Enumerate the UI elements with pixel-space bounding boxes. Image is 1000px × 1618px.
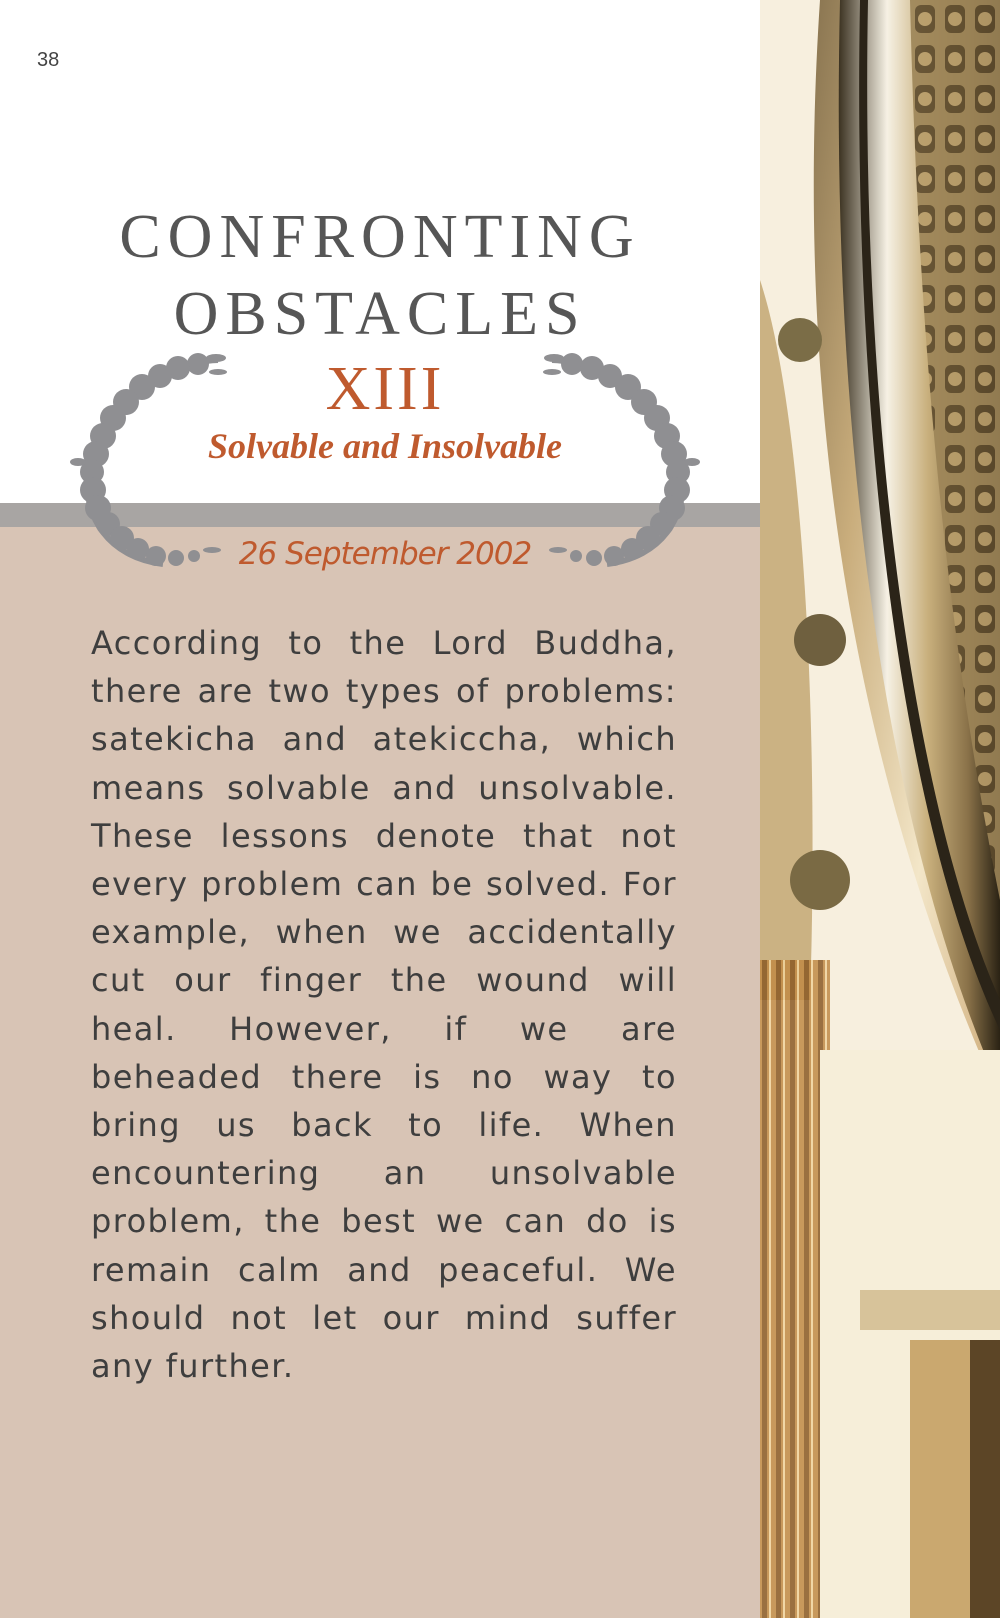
page-title-line1: CONFRONTING [119, 203, 641, 271]
body-paragraph: According to the Lord Buddha, there are two types of problems: satekicha and atekiccha, which means solvable and unsolvable. These lessons denote that not every problem can be solved. For example, when we accidentally cut our finger the wound will heal. However, if we are beheaded there is no way to bring us back to life. When encountering an unsolvable problem, the best we can do is remain calm and peaceful. We should not let our mind suffer any further. [91, 624, 677, 1386]
body-text [91, 619, 677, 1390]
architecture-photo [760, 0, 1000, 1618]
chapter-date: 26 September 2002 [238, 536, 532, 572]
chapter-numeral: XIII [325, 355, 445, 423]
chapter-subtitle: Solvable and Insolvable [207, 426, 562, 466]
page-number: 38 [37, 49, 60, 71]
page-title-line2: OBSTACLES [173, 280, 587, 348]
